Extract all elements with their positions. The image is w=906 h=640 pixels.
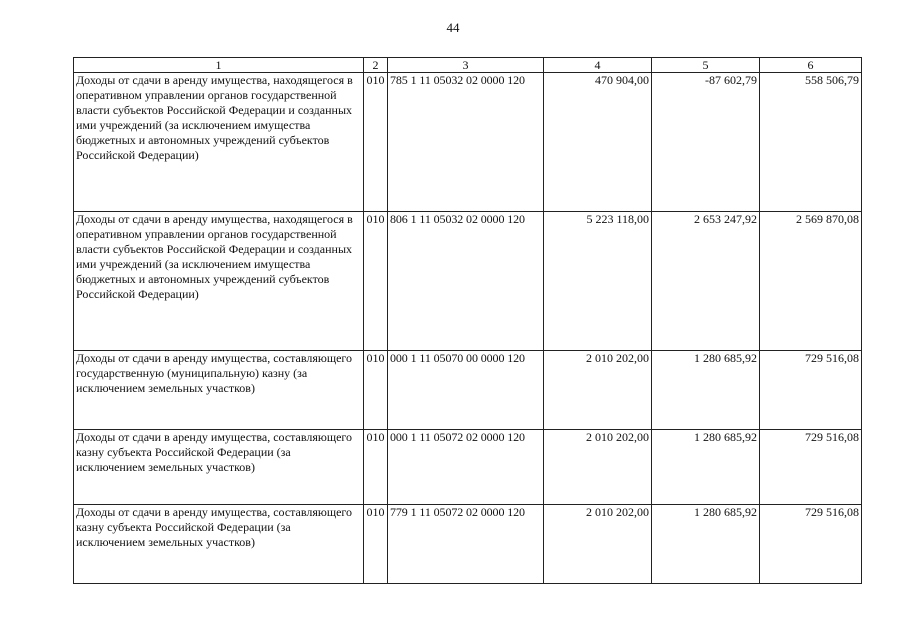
header-col-2: 2 [364,58,388,73]
header-col-4: 4 [544,58,652,73]
table-header-row [74,58,862,73]
executed-amount: 1 280 685,92 [652,505,760,584]
approved-amount: 2 010 202,00 [544,351,652,430]
header-col-3: 3 [388,58,544,73]
unexecuted-amount: 729 516,08 [760,351,862,430]
income-name: Доходы от сдачи в аренду имущества, находящегося в оперативном управлении органов государственной власти субъектов Российской Федерации и созданных ими учреждений (за исключением имущества бюджетных и автономных учреждений субъектов Российской Федерации) [74,212,364,351]
page-number: 44 [446,20,460,35]
line-code: 010 [364,430,388,505]
line-code: 010 [364,212,388,351]
table-row [74,430,862,505]
budget-classification-code: 000 1 11 05070 00 0000 120 [388,351,544,430]
income-name: Доходы от сдачи в аренду имущества, составляющего казну субъекта Российской Федерации (за исключением земельных участков) [74,430,364,505]
approved-amount: 470 904,00 [544,73,652,212]
header-col-6: 6 [760,58,862,73]
executed-amount: 1 280 685,92 [652,430,760,505]
line-code: 010 [364,505,388,584]
line-code: 010 [364,351,388,430]
approved-amount: 2 010 202,00 [544,505,652,584]
unexecuted-amount: 729 516,08 [760,430,862,505]
income-name: Доходы от сдачи в аренду имущества, составляющего казну субъекта Российской Федерации (за исключением земельных участков) [74,505,364,584]
table-row [74,73,862,212]
executed-amount: 2 653 247,92 [652,212,760,351]
budget-income-table [73,57,862,584]
header-col-5: 5 [652,58,760,73]
unexecuted-amount: 2 569 870,08 [760,212,862,351]
line-code: 010 [364,73,388,212]
table-row [74,505,862,584]
budget-classification-code: 000 1 11 05072 02 0000 120 [388,430,544,505]
budget-classification-code: 779 1 11 05072 02 0000 120 [388,505,544,584]
executed-amount: -87 602,79 [652,73,760,212]
income-name: Доходы от сдачи в аренду имущества, составляющего государственную (муниципальную) казну (за исключением земельных участков) [74,351,364,430]
approved-amount: 2 010 202,00 [544,430,652,505]
executed-amount: 1 280 685,92 [652,351,760,430]
approved-amount: 5 223 118,00 [544,212,652,351]
income-name: Доходы от сдачи в аренду имущества, находящегося в оперативном управлении органов государственной власти субъектов Российской Федерации и созданных ими учреждений (за исключением имущества бюджетных и автономных учреждений субъектов Российской Федерации) [74,73,364,212]
unexecuted-amount: 558 506,79 [760,73,862,212]
table-row [74,212,862,351]
header-col-1: 1 [74,58,364,73]
budget-classification-code: 806 1 11 05032 02 0000 120 [388,212,544,351]
unexecuted-amount: 729 516,08 [760,505,862,584]
budget-classification-code: 785 1 11 05032 02 0000 120 [388,73,544,212]
table-row [74,351,862,430]
